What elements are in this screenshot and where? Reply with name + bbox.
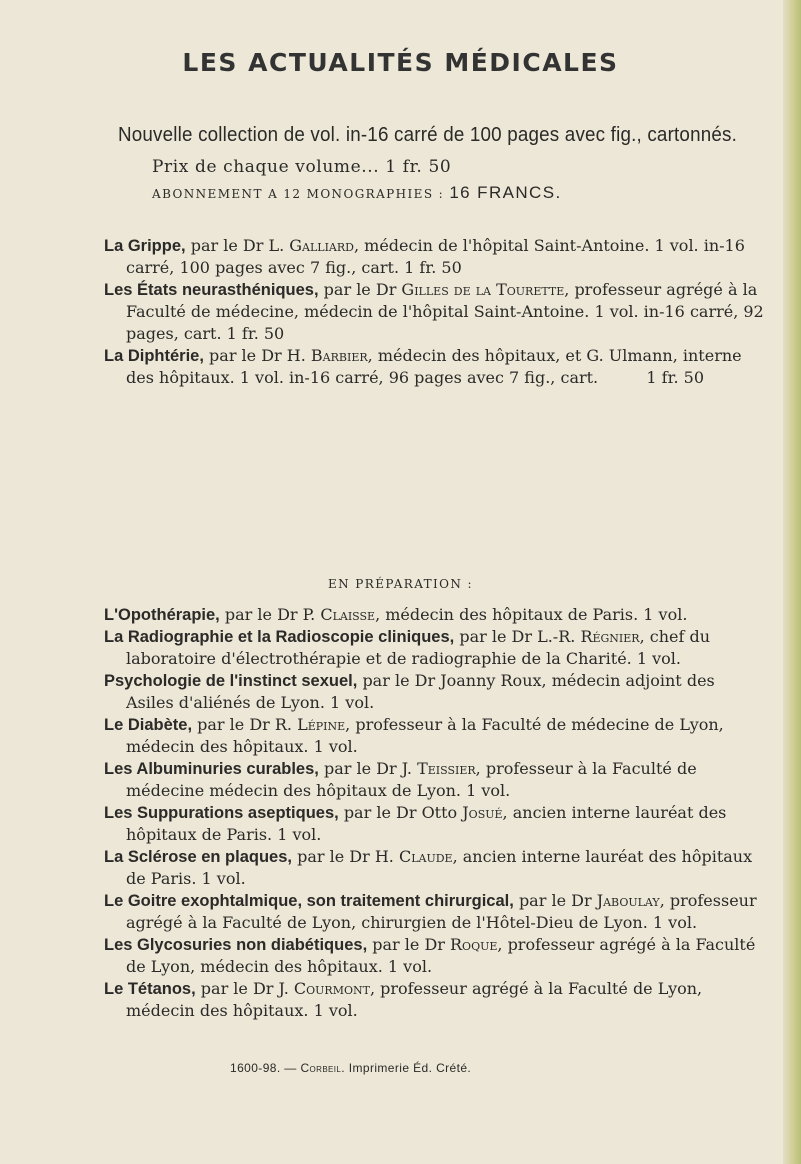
entry-text: par le Dr L.: [190, 236, 290, 255]
author-name: Teissier: [417, 759, 476, 778]
page-header: LES ACTUALITÉS MÉDICALES: [182, 48, 619, 77]
book-entry: [104, 846, 764, 890]
entry-text: par le Dr L.-R.: [459, 627, 581, 646]
entry-text: , ancien interne lauréat des hôpitaux de Paris. 1 vol.: [126, 847, 753, 888]
subscription-price: 16 FRANCS.: [449, 183, 562, 202]
author-name: Lépine: [297, 715, 346, 734]
entry-text: par le Dr: [518, 891, 597, 910]
entry-text: par le Dr Joanny Roux, médecin adjoint des Asiles d'aliénés de Lyon. 1 vol.: [126, 671, 715, 712]
book-entry: [104, 890, 764, 934]
book-title: Le Diabète,: [104, 716, 193, 734]
subscription-label: ABONNEMENT A 12 MONOGRAPHIES :: [152, 187, 445, 201]
book-entry: [104, 978, 764, 1022]
book-title: Le Tétanos,: [104, 980, 196, 998]
book-entry: [104, 626, 764, 670]
preparation-list: [104, 604, 764, 1022]
entry-text: , médecin des hôpitaux de Paris. 1 vol.: [375, 605, 688, 624]
entry-text: par le Dr: [323, 280, 402, 299]
entry-text: , professeur agrégé à la Faculté de Lyon, médecin des hôpitaux. 1 vol.: [126, 979, 703, 1020]
author-name: Jaboulay: [596, 891, 660, 910]
entry-text: par le Dr H.: [209, 346, 311, 365]
author-name: Barbier: [310, 346, 368, 365]
book-title: La Diphtérie,: [104, 347, 204, 365]
book-entry: [104, 279, 764, 345]
author-name: Courmont: [293, 979, 370, 998]
book-entry: [104, 802, 764, 846]
published-list: [104, 235, 764, 389]
entry-text: , professeur à la Faculté de médecine de Lyon, médecin des hôpitaux. 1 vol.: [126, 715, 724, 756]
volume-price: Prix de chaque volume... 1 fr. 50: [152, 157, 452, 177]
entry-text: par le Dr J.: [323, 759, 418, 778]
printer-footer: [230, 1061, 471, 1075]
book-entry: [104, 714, 764, 758]
author-name: Régnier: [580, 627, 640, 646]
book-price: 1 fr. 50: [646, 368, 704, 387]
book-title: Les États neurasthéniques,: [104, 281, 319, 299]
author-name: Gilles de la Tourette: [401, 280, 565, 299]
entry-text: , professeur à la Faculté de médecine médecin des hôpitaux de Lyon. 1 vol.: [126, 759, 697, 800]
entry-text: , médecin des hôpitaux, et G. Ulmann, interne des hôpitaux. 1 vol. in-16 carré, 96 pages avec 7 fig., cart.: [126, 346, 742, 387]
entry-text: par le Dr R.: [197, 715, 298, 734]
entry-text: par le Dr H.: [297, 847, 399, 866]
entry-text: par le Dr P.: [224, 605, 321, 624]
author-name: Roque: [450, 935, 498, 954]
book-entry: [104, 934, 764, 978]
entry-text: par le Dr J.: [200, 979, 294, 998]
footer-printer: Imprimerie Éd. Crété.: [345, 1061, 472, 1075]
entry-text: , professeur agrégé à la Faculté de Lyon, chirurgien de l'Hôtel-Dieu de Lyon. 1 vol.: [126, 891, 757, 932]
book-title: La Radiographie et la Radioscopie cliniques,: [104, 628, 455, 646]
book-title: Le Goitre exophtalmique, son traitement chirurgical,: [104, 892, 514, 910]
book-entry: [104, 758, 764, 802]
entry-text: par le Dr: [372, 935, 450, 954]
book-title: Les Glycosuries non diabétiques,: [104, 936, 368, 954]
book-entry: [104, 670, 764, 714]
book-title: L'Opothérapie,: [104, 606, 220, 624]
entry-text: , professeur agrégé à la Faculté de Lyon, médecin des hôpitaux. 1 vol.: [126, 935, 756, 976]
footer-publisher: Corbeil.: [300, 1061, 345, 1075]
book-title: La Grippe,: [104, 237, 186, 255]
author-name: Josué: [462, 803, 503, 822]
entry-text: , ancien interne lauréat des hôpitaux de Paris. 1 vol.: [126, 803, 727, 844]
book-title: Les Albuminuries curables,: [104, 760, 319, 778]
entry-text: par le Dr Otto: [343, 803, 463, 822]
entry-text: , professeur agrégé à la Faculté de médecine, médecin de l'hôpital Saint-Antoine. 1 vol. in-16 carré, 92 pages, cart. 1 fr. 50: [126, 280, 764, 343]
book-entry: [104, 235, 764, 279]
series-title: Nouvelle collection de vol. in-16 carré de 100 pages avec fig., cartonnés.: [118, 124, 738, 146]
book-entry: [104, 604, 764, 626]
author-name: Galliard: [289, 236, 354, 255]
preparation-label: EN PRÉPARATION :: [328, 577, 473, 591]
book-title: Les Suppurations aseptiques,: [104, 804, 339, 822]
author-name: Claude: [398, 847, 453, 866]
book-title: Psychologie de l'instinct sexuel,: [104, 672, 358, 690]
footer-code: 1600-98. —: [230, 1061, 301, 1075]
subscription-line: [152, 183, 562, 203]
book-entry: [104, 345, 764, 389]
entry-text: , médecin de l'hôpital Saint-Antoine. 1 vol. in-16 carré, 100 pages avec 7 fig., cart. 1 fr. 50: [126, 236, 745, 277]
book-title: La Sclérose en plaques,: [104, 848, 292, 866]
entry-text: , chef du laboratoire d'électrothérapie et de radiographie de la Charité. 1 vol.: [126, 627, 711, 668]
author-name: Claisse: [320, 605, 376, 624]
